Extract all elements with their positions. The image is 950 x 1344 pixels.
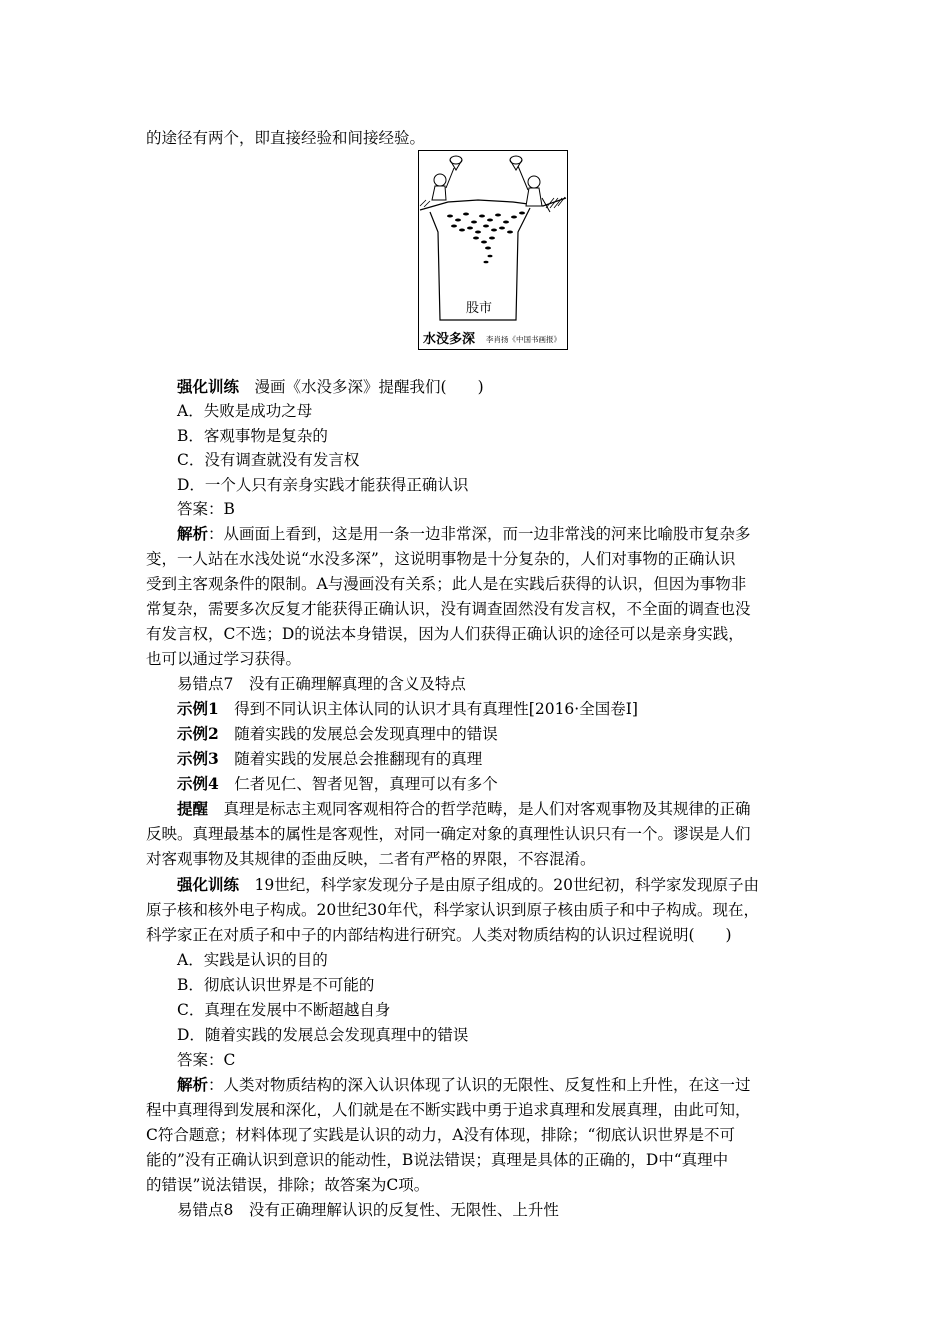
intro-line: 的途径有两个，即直接经验和间接经验。 xyxy=(146,129,426,147)
point7-tip-line-2: 反映。真理最基本的属性是客观性，对同一确定对象的真理性认识只有一个。谬误是人们 xyxy=(146,825,751,843)
point7-example-1 xyxy=(177,697,842,721)
q2-analysis-label: 解析 xyxy=(177,1075,209,1094)
tip-text-1: 真理是标志主观同客观相符合的哲学范畴，是人们对客观事物及其规律的正确 xyxy=(208,800,751,818)
q1-option-c: C．没有调查就没有发言权 xyxy=(177,451,360,469)
q1-analysis-line-1 xyxy=(177,522,842,546)
q1-analysis-line-4: 常复杂，需要多次反复才能获得正确认识，没有调查固然没有发言权，不全面的调查也没 xyxy=(146,600,751,618)
q1-analysis-text-1: ：从画面上看到，这是用一条一边非常深，而一边非常浅的河来比喻股市复杂多 xyxy=(208,525,751,543)
tip-label: 提醒 xyxy=(177,799,209,818)
q2-stem-line-2: 原子核和核外电子构成。20世纪30年代，科学家认识到原子核由质子和中子构成。现在， xyxy=(146,901,759,919)
q2-stem-text-1: 19世纪，科学家发现分子是由原子组成的。20世纪初，科学家发现原子由 xyxy=(239,876,759,894)
q2-analysis-line-3: C符合题意；材料体现了实践是认识的动力，A没有体现，排除；“彻底认识世界是不可 xyxy=(146,1126,735,1144)
q2-analysis-text-1: ：人类对物质结构的深入认识体现了认识的无限性、反复性和上升性，在这一过 xyxy=(208,1076,751,1094)
q2-analysis-line-4: 能的”没有正确认识到意识的能动性，B说法错误；真理是具体的正确的，D中“真理中 xyxy=(146,1151,729,1169)
q2-answer: 答案：C xyxy=(177,1051,236,1069)
example-1-text: 得到不同认识主体认同的认识才具有真理性[2016·全国卷Ⅰ] xyxy=(218,700,638,718)
q2-option-c: C．真理在发展中不断超越自身 xyxy=(177,1001,391,1019)
q1-analysis-line-6: 也可以通过学习获得。 xyxy=(146,650,302,668)
example-3-text: 随着实践的发展总会推翻现有的真理 xyxy=(218,750,483,768)
example-2-text: 随着实践的发展总会发现真理中的错误 xyxy=(218,725,498,743)
point8-title: 易错点8 没有正确理解认识的反复性、无限性、上升性 xyxy=(177,1201,559,1219)
example-1-label: 示例1 xyxy=(177,699,219,718)
q2-option-a: A．实践是认识的目的 xyxy=(177,951,328,969)
cartoon-caption-title: 水没多深 xyxy=(423,332,476,347)
q1-answer: 答案：B xyxy=(177,500,235,518)
point7-tip-line-3: 对客观事物及其规律的歪曲反映，二者有严格的界限，不容混淆。 xyxy=(146,850,596,868)
q2-option-b: B．彻底认识世界是不可能的 xyxy=(177,976,375,994)
example-4-text: 仁者见仁、智者见智，真理可以有多个 xyxy=(218,775,498,793)
q1-analysis-label: 解析 xyxy=(177,524,209,543)
q1-analysis-line-2: 变，一人站在水浅处说“水没多深”，这说明事物是十分复杂的，人们对事物的正确认识 xyxy=(146,550,736,568)
q2-analysis-line-2: 程中真理得到发展和深化，人们就是在不断实践中勇于追求真理和发展真理，由此可知， xyxy=(146,1101,751,1119)
q1-option-b: B．客观事物是复杂的 xyxy=(177,427,328,445)
q2-stem-line-1 xyxy=(177,873,842,897)
cartoon-illustration xyxy=(418,150,568,350)
q1-option-a: A．失败是成功之母 xyxy=(177,402,313,420)
q2-analysis-line-5: 的错误”说法错误，排除；故答案为C项。 xyxy=(146,1176,430,1194)
q2-tag: 强化训练 xyxy=(177,875,240,894)
point7-example-3 xyxy=(177,747,842,771)
q2-stem-line-3: 科学家正在对质子和中子的内部结构进行研究。人类对物质结构的认识过程说明( ) xyxy=(146,926,732,944)
point7-example-4 xyxy=(177,772,842,796)
point7-tip-line-1 xyxy=(177,797,842,821)
q2-option-d: D．随着实践的发展总会发现真理中的错误 xyxy=(177,1026,469,1044)
q2-analysis-line-1 xyxy=(177,1073,842,1097)
q1-stem-text: 漫画《水没多深》提醒我们( ) xyxy=(239,378,484,396)
q1-stem xyxy=(177,375,842,399)
q1-option-d: D．一个人只有亲身实践才能获得正确认识 xyxy=(177,476,469,494)
example-4-label: 示例4 xyxy=(177,774,219,793)
example-2-label: 示例2 xyxy=(177,724,219,743)
cartoon-label-market: 股市 xyxy=(466,301,493,316)
q1-analysis-line-5: 有发言权，C不选；D的说法本身错误，因为人们获得正确认识的途径可以是亲身实践， xyxy=(146,625,744,643)
q1-analysis-line-3: 受到主客观条件的限制。A与漫画没有关系；此人是在实践后获得的认识，但因为事物非 xyxy=(146,575,747,593)
point7-title: 易错点7 没有正确理解真理的含义及特点 xyxy=(177,675,466,693)
example-3-label: 示例3 xyxy=(177,749,219,768)
q1-tag: 强化训练 xyxy=(177,377,240,396)
point7-example-2 xyxy=(177,722,842,746)
cartoon-caption-credit: 李肖扬《中国书画报》 xyxy=(486,335,561,344)
